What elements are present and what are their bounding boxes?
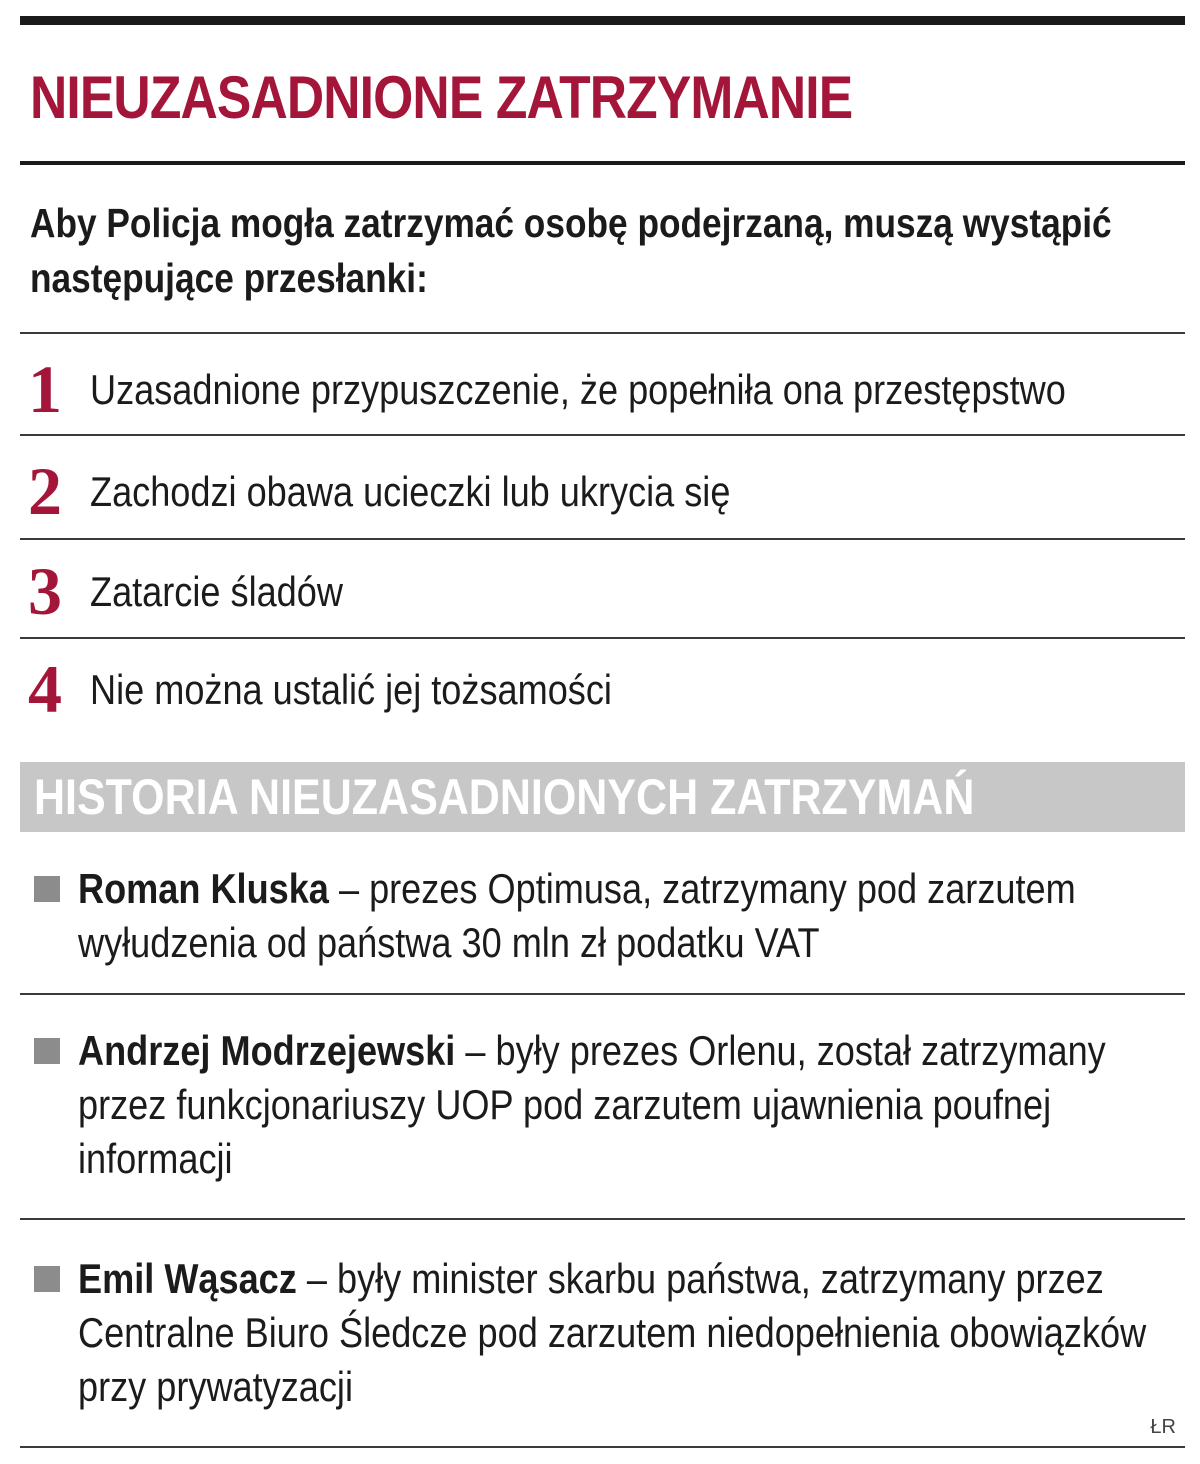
square-bullet-icon (34, 876, 60, 902)
condition-text: Nie można ustalić jej tożsamości (90, 666, 612, 713)
condition-number: 2 (28, 453, 62, 529)
condition-number: 1 (28, 351, 62, 427)
person-name: Roman Kluska (78, 865, 329, 912)
person-name: Emil Wąsacz (78, 1255, 297, 1302)
condition-item-4 (24, 636, 1189, 736)
condition-item-3 (24, 538, 1189, 638)
square-bullet-icon (34, 1266, 60, 1292)
divider (20, 332, 1185, 334)
history-title: HISTORIA NIEUZASADNIONYCH ZATRZYMAŃ (34, 769, 975, 825)
divider (20, 993, 1185, 995)
condition-number: 4 (28, 651, 62, 727)
person-description: – były prezes Orlenu, został zatrzymany przez funkcjonariuszy UOP pod zarzutem ujawnienia poufnej informacji (78, 1027, 1106, 1182)
condition-item-1 (24, 336, 1189, 436)
condition-number: 3 (28, 553, 62, 629)
divider (20, 434, 1185, 436)
square-bullet-icon (34, 1038, 60, 1064)
condition-text: Uzasadnione przypuszczenie, że popełniła ona przestępstwo (90, 366, 1066, 413)
title-rule (20, 161, 1185, 165)
history-header-band (20, 762, 1185, 832)
person-description: – prezes Optimusa, zatrzymany pod zarzutem wyłudzenia od państwa 30 mln zł podatku VAT (78, 865, 1076, 966)
author-credit: ŁR (1150, 1416, 1176, 1438)
intro-text: Aby Policja mogła zatrzymać osobę podejrzaną, muszą wystąpić następujące przesłanki: (30, 200, 1112, 301)
person-description: – były minister skarbu państwa, zatrzymany przez Centralne Biuro Śledcze pod zarzutem niedopełnienia obowiązków przy prywatyzacji (78, 1255, 1147, 1410)
bottom-rule (20, 1446, 1185, 1448)
person-name: Andrzej Modrzejewski (78, 1027, 456, 1074)
condition-item-2 (24, 438, 1189, 538)
divider (20, 1218, 1185, 1220)
top-rule (20, 16, 1185, 25)
infobox-title: NIEUZASADNIONE ZATRZYMANIE (30, 64, 853, 131)
condition-text: Zachodzi obawa ucieczki lub ukrycia się (90, 468, 731, 515)
condition-text: Zatarcie śladów (90, 568, 343, 615)
